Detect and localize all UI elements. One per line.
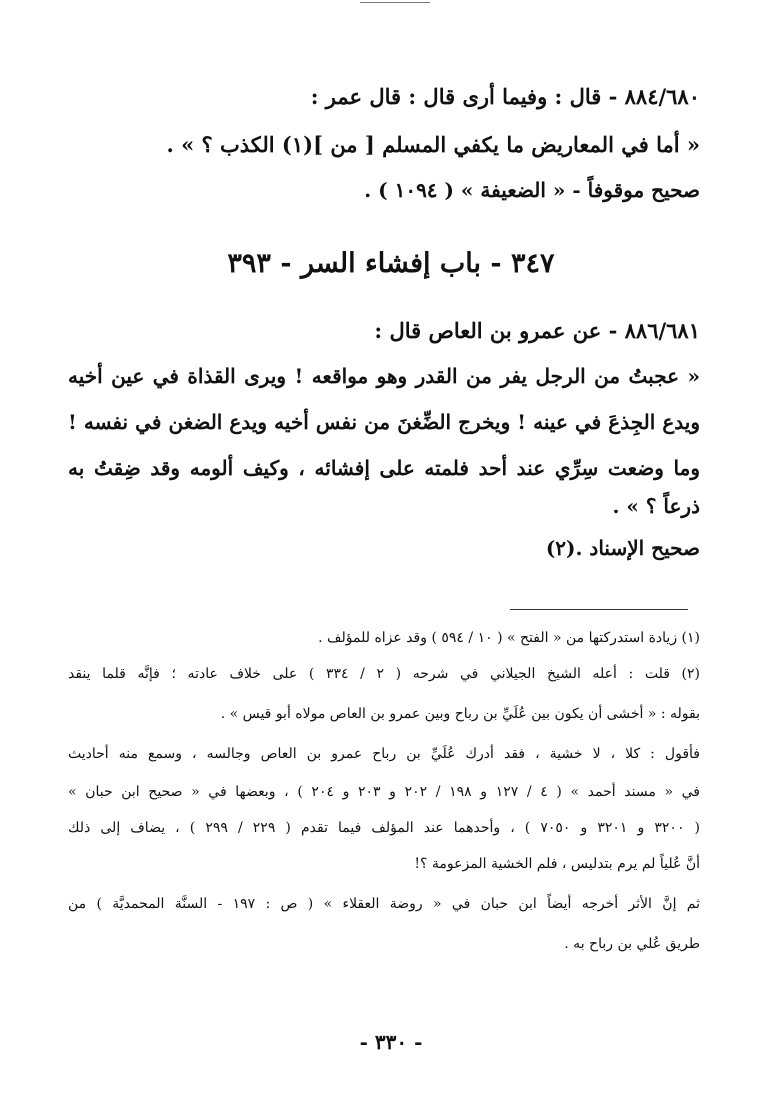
page-number: - ٣٣٠ - <box>359 1030 423 1054</box>
footnote-2-line-3: فأقول : كلا ، لا خشية ، فقد أدرك عُلَيِّ بن رباح عمرو بن العاص وجالسه ، وسمع منه أحاديث <box>68 746 700 762</box>
footnote-2-line-1: (٢) قلت : أعله الشيخ الجيلاني في شرحه ( ٢ / ٣٣٤ ) على خلاف عادته ؛ فإنَّه قلما ينقد <box>68 666 701 682</box>
footnote-2-line-6: أنَّ عُلياً لم يرم بتدليس ، فلم الخشية المزعومة ؟! <box>414 856 700 872</box>
hadith-886-header: ٨٨٦/٦٨١ - عن عمرو بن العاص قال : <box>374 318 700 343</box>
hadith-884-grading: صحيح موقوفاً - « الضعيفة » ( ١٠٩٤ ) . <box>364 178 700 202</box>
footnote-2-line-4: في « مسند أحمد » ( ٤ / ١٢٧ و ١٩٨ / ٢٠٢ و ٢٠٣ و ٢٠٤ ) ، وبعضها في « صحيح ابن حبان » <box>68 784 700 800</box>
hadith-886-text-line-3: وما وضعت سِرِّي عند أحد فلمته على إفشائه ، وكيف ألومه وقد ضِقتُ به <box>68 456 700 480</box>
footnote-1: (١) زيادة استدركتها من « الفتح » ( ١٠ / ٥٩٤ ) وقد عزاه للمؤلف . <box>318 630 700 646</box>
chapter-heading: ٣٤٧ - باب إفشاء السر - ٣٩٣ <box>227 248 555 279</box>
footnote-2-line-7: ثم إنَّ الأثر أخرجه أيضاً ابن حبان في « روضة العقلاء » ( ص : ١٩٧ - السنَّة المحمديَّة ) من <box>68 896 701 912</box>
hadith-886-text-line-2: ويدع الجِذعَ في عينه ! ويخرج الضِّغنَ من نفس أخيه ويدع الضغن في نفسه ! <box>68 410 700 434</box>
footnote-2-line-2: بقوله : « أخشى أن يكون بين عُلَيِّ بن رباح وبين عمرو بن العاص مولاه أبو قيس » . <box>220 706 700 722</box>
hadith-884-text: « أما في المعاريض ما يكفي المسلم [ من ](١) الكذب ؟ » . <box>166 132 700 157</box>
footnote-2-line-8: طريق عُلي بن رباح به . <box>564 936 700 952</box>
hadith-886-text-line-4: ذرعاً ؟ » . <box>612 494 700 518</box>
hadith-884-header: ٨٨٤/٦٨٠ - قال : وفيما أرى قال : قال عمر : <box>310 84 700 109</box>
footnote-separator <box>510 609 688 610</box>
footnote-2-line-5: ( ٣٢٠٠ و ٣٢٠١ و ٧٠٥٠ ) ، وأحدهما عند المؤلف فيما تقدم ( ٢٢٩ / ٢٩٩ ) ، يضاف إلى ذلك <box>68 820 701 836</box>
hadith-886-text-line-1: « عجبتُ من الرجل يفر من القدر وهو مواقعه ! ويرى القذاة في عين أخيه <box>68 364 700 388</box>
hadith-886-grading: صحيح الإسناد .(٢) <box>545 536 700 560</box>
top-rule <box>360 2 430 3</box>
